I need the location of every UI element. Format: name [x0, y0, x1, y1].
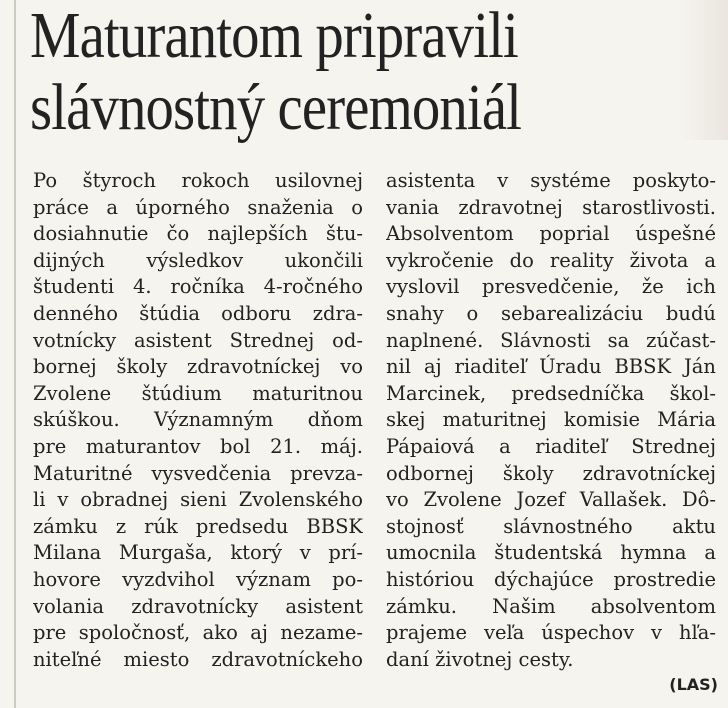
adjacent-article-fragment — [680, 0, 728, 140]
text-line: hovore vyzdvihol význam po- — [33, 567, 363, 591]
text-line: Pápaiová a riaditeľ Strednej — [386, 434, 716, 458]
text-line: dijných výsledkov ukončili — [33, 248, 363, 272]
text-line: Zvolene štúdium maturitnou — [33, 381, 363, 405]
text-line: naplnené. Slávnosti sa zúčast- — [386, 328, 716, 352]
text-line: stojnosť slávnostného aktu — [386, 514, 716, 538]
text-line: prajeme veľa úspechov v hľa- — [386, 621, 716, 645]
text-line: vo Zvolene Jozef Vallašek. Dô- — [386, 488, 716, 512]
article-column-right — [386, 168, 716, 673]
text-line: vykročenie do reality života a — [386, 248, 716, 272]
text-line: študenti 4. ročníka 4-ročného — [33, 275, 363, 299]
text-line: daní životnej cesty. — [386, 647, 574, 671]
text-line: pre spoločnosť, ako aj nezame- — [33, 621, 363, 645]
text-line: skúškou. Významným dňom — [33, 408, 363, 432]
article-headline — [30, 0, 623, 144]
text-line: Maturitné vysvedčenia prevza- — [33, 461, 363, 485]
text-line: votnícky asistent Strednej od- — [33, 328, 363, 352]
headline-line-2: slávnostný ceremoniál — [30, 71, 522, 144]
author-signoff: (LAS) — [669, 675, 718, 694]
text-line: Milana Murgaša, ktorý v prí- — [33, 541, 363, 565]
text-line: Absolventom poprial úspešné — [386, 222, 716, 246]
text-line: li v obradnej sieni Zvolenského — [33, 488, 363, 512]
text-line: zámku. Našim absolventom — [386, 594, 716, 618]
text-line: snahy o sebarealizáciu budú — [386, 301, 716, 325]
text-line: denného štúdia odboru zdra- — [33, 301, 363, 325]
text-line: skej maturitnej komisie Mária — [386, 408, 716, 432]
text-line: umocnila študentská hymna a — [386, 541, 716, 565]
text-line: históriou dýchajúce prostredie — [386, 567, 716, 591]
text-line: zámku z rúk predsedu BBSK — [33, 514, 363, 538]
text-line: bornej školy zdravotníckej vo — [33, 355, 363, 379]
text-line: vania zdravotnej starostlivosti. — [386, 195, 716, 219]
text-line: asistenta v systéme poskyto- — [386, 169, 716, 192]
text-line: Po štyroch rokoch usilovnej — [33, 169, 363, 192]
headline-line-1: Maturantom pripravili — [30, 0, 518, 72]
article-column-left — [33, 168, 363, 673]
text-line: nil aj riaditeľ Úradu BBSK Ján — [386, 355, 716, 379]
text-line: dosiahnutie čo najlepších štu- — [33, 222, 363, 246]
text-line: práce a úporného snaženia o — [33, 195, 363, 219]
column-rule — [14, 0, 16, 708]
text-line: pre maturantov bol 21. máj. — [33, 434, 363, 458]
text-line: Marcinek, predsedníčka škol- — [386, 381, 716, 405]
text-line: vyslovil presvedčenie, že ich — [386, 275, 716, 299]
text-line: odbornej školy zdravotníckej — [386, 461, 716, 485]
text-line: niteľné miesto zdravotníckeho — [33, 647, 363, 671]
text-line: volania zdravotnícky asistent — [33, 594, 363, 618]
